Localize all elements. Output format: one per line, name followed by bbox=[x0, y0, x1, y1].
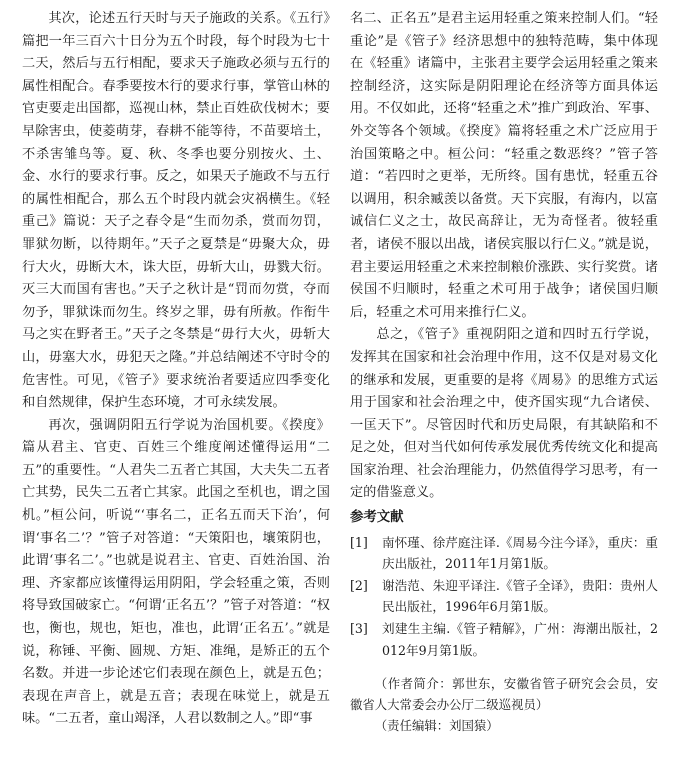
editor-note: （责任编辑：刘国猿） bbox=[374, 718, 499, 734]
right-column bbox=[350, 8, 658, 736]
left-column bbox=[22, 8, 330, 731]
reference-item bbox=[350, 532, 658, 575]
reference-number: [3] bbox=[350, 621, 368, 637]
reference-text: 刘建生主编.《管子精解》，广州：海潮出版社，2012年9月第1版。 bbox=[382, 621, 658, 658]
reference-text: 谢浩范、朱迎平译注.《管子全译》，贵阳：贵州人民出版社，1996年6月第1版。 bbox=[382, 577, 658, 615]
reference-text: 南怀瑾、徐芹庭注译.《周易今注今译》，重庆：重庆出版社，2011年1月第1版。 bbox=[382, 534, 658, 572]
body-paragraph-continued: 名二、正名五”是君主运用轻重之策来控制人们。“轻重论”是《管子》经济思想中的独特范畴，集中体现在《轻重》诸篇中，主张君主要学会运用轻重之策来控制经济，这实际是阴阳理论在经济等方面具体运用。不仅如此，还将“轻重之术”推广到政治、军事、外交等各个领域。《揆度》篇将轻重之术广泛应用于治国策略之中。桓公问：“轻重之数恶终？”管子答道：“若四时之更举，无所终。国有患忧，轻重五谷以调用，积余臧羡以备赏。天下宾服，有海内，以富诚信仁义之士，故民高辞让，无为奇怪者。彼轻重者，诸侯不服以出战，诸侯宾服以行仁义。”就是说，君主要运用轻重之术来控制粮价涨跌、实行奖赏。诸侯国不归顺时，轻重之术可用于战争；诸侯国归顺后，轻重之术可用来推行仁义。 bbox=[350, 11, 658, 320]
reference-number: [2] bbox=[350, 577, 368, 593]
reference-number: [1] bbox=[350, 534, 368, 550]
references-heading: 参考文献 bbox=[350, 510, 404, 526]
body-paragraph: 其次，论述五行天时与天子施政的关系。《五行》篇把一年三百六十日分为五个时段，每个时段为七十二天，然后与五行相配，要求天子施政必须与五行的属性相配合。春季要按木行的要求行事，掌管山林的官吏要走出国都，巡视山林，禁止百姓砍伐树木；要早除害虫，使菱萌芽，春耕不能等待，不苗要培土，不杀害雏鸟等。夏、秋、冬季也要分别按火、土、金、水行的要求行事。反之，如果天子施政不与五行的属性相配合，那么五个时段内就会灾祸横生。《轻重己》篇说：天子之春令是“生而勿杀，赏而勿罚，罪狱勿断，以待期年。”天子之夏禁是“毋聚大众，毋行大火，毋断大木，诛大臣，毋斩大山，毋戮大衍。灭三大而国有害也。”天子之秋计是“罚而勿赏，夺而勿予，罪狱诛而勿生。终岁之罪，毋有所赦。作衔牛马之实在野者王。”天子之冬禁是“毋行大火，毋斩大山，毋塞大水，毋犯天之隆。”并总结阐述不守时令的危害性。可见，《管子》要求统治者要适应四季变化和自然规律，保护生态环境，才可永续发展。 bbox=[22, 11, 330, 411]
author-note: （作者简介：郭世东，安徽省管子研究会会员，安徽省人大常委会办公厅二级巡视员） bbox=[350, 676, 658, 713]
body-paragraph: 总之，《管子》重视阴阳之道和四时五行学说，发挥其在国家和社会治理中作用，这不仅是对易文化的继承和发展，更重要的是将《周易》的思维方式运用于国家和社会治理之中，使齐国实现“九合诸侯、一匡天下”。尽管因时代和历史局限，有其缺陷和不足之处，但对当代如何传承发展优秀传统文化和提高国家治理、社会治理能力，仍然值得学习思考，有一定的借鉴意义。 bbox=[350, 327, 658, 501]
reference-item bbox=[350, 618, 658, 661]
body-paragraph: 再次，强调阴阳五行学说为治国机要。《揆度》篇从君主、官吏、百姓三个维度阐述懂得运用“二五”的重要性。“人君失二五者亡其国，大夫失二五者亡其势，民失二五者亡其家。此国之至机也，谓之国机。”桓公问，听说“‘事名二，正名五而天下治’，何谓‘事名二’？”管子对答道：“天策阳也，壤策阴也，此谓‘事名二’。”也就是说君主、官吏、百姓治国、治理、齐家都应该懂得运用阴阳，学会轻重之策，否则将导致国破家亡。“何谓‘正名五’？”管子对答道：“权也，衡也，规也，矩也，准也，此谓‘正名五’。”就是说，称锤、平衡、圆规、方矩、准绳，是矫正的五个名数。并进一步论述它们表现在颜色上，就是五色；表现在声音上，就是五音；表现在味觉上，就是五味。“二五者，童山竭泽，人君以数制之人。”即“事 bbox=[22, 417, 330, 727]
reference-item bbox=[350, 575, 658, 618]
